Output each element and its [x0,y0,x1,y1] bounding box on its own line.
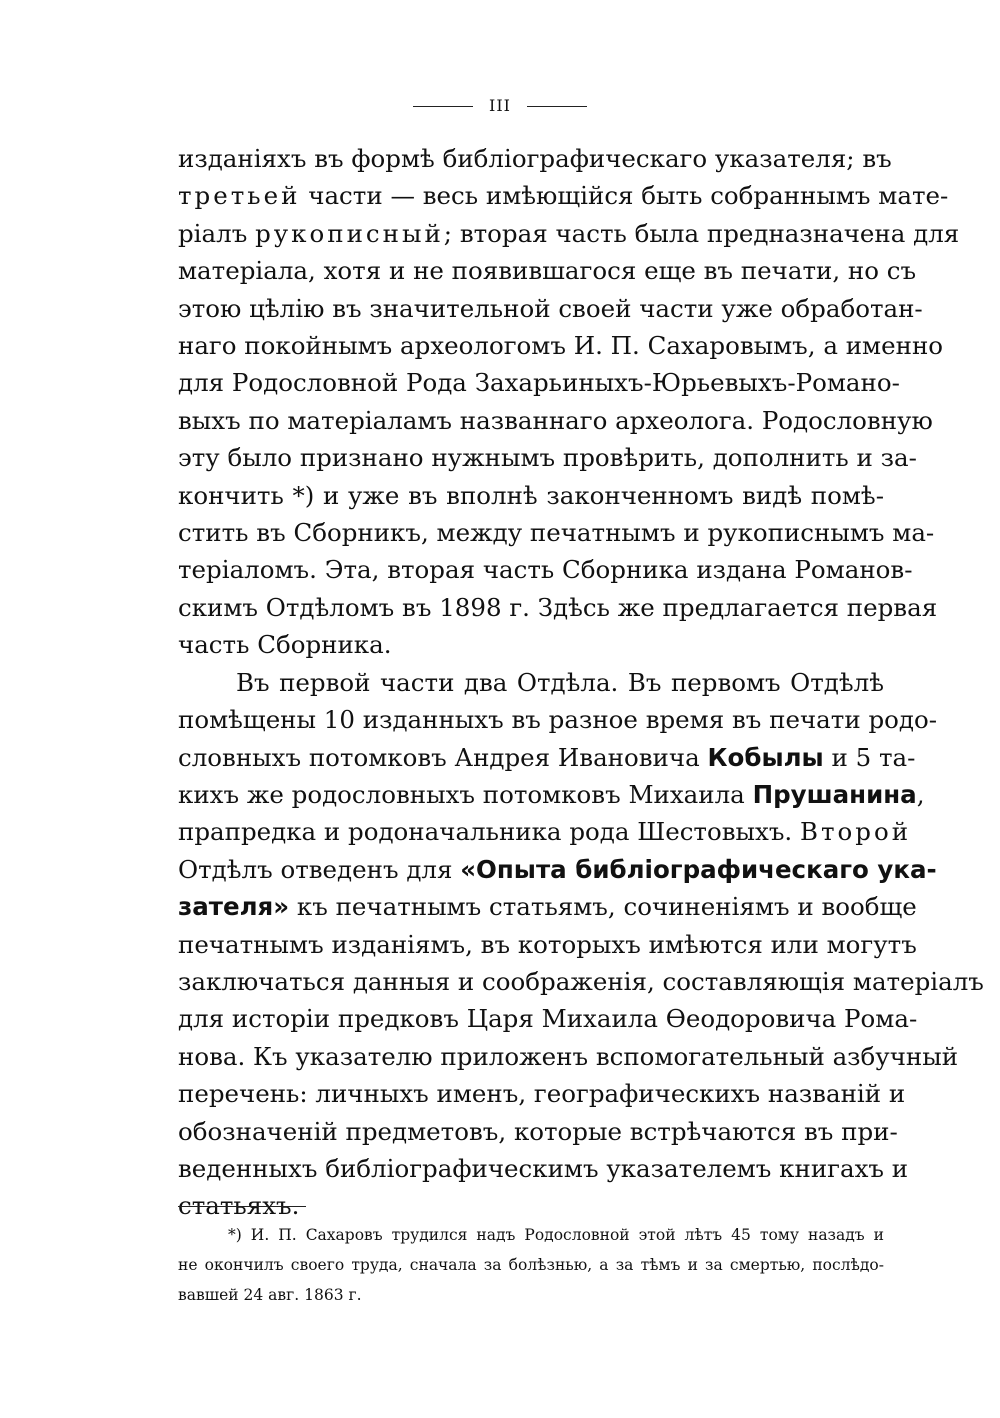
header-dash-right [527,106,587,107]
text-line: кончить *) и уже въ вполнѣ законченномъ видѣ помѣ- [178,480,884,510]
spaced-word: рукописный [255,218,444,248]
text-line: нова. Къ указателю приложенъ вспомогательный азбучный [178,1041,959,1071]
text-line: этою цѣлію въ значительной своей части уже обработан- [178,293,923,323]
page-header [0,96,1000,115]
text-line: помѣщены 10 изданныхъ въ разное время въ печати родо- [178,705,937,735]
footnote-line: *) И. П. Сахаровъ трудился надъ Родословной этой лѣтъ 45 тому назадъ и [228,1226,884,1244]
page-number: III [489,96,511,115]
text-line [178,888,917,925]
footnote-rule [178,1206,306,1207]
text-line: Въ первой части два Отдѣла. Въ первомъ Отдѣлѣ [236,667,884,697]
text-line: изданіяхъ въ формѣ библіографическаго указателя; въ [178,144,892,173]
text-line: матеріала, хотя и не появившагося еще въ печати, но съ [178,256,917,286]
text-line: стить въ Сборникъ, между печатнымъ и рукописнымъ ма- [178,518,935,548]
text-run: кихъ же родословныхъ потомковъ Михаила [178,779,753,809]
text-run: и 5 та- [823,742,916,772]
text-line: для Родословной Рода Захарьиныхъ-Юрьевыхъ-Романо- [178,368,900,398]
text-run: словныхъ потомковъ Андрея Ивановича [178,742,708,772]
header-dash-left [413,106,473,107]
text-line: выхъ по матеріаламъ названнаго археолога. Родословную [178,405,933,435]
footnote [178,1220,884,1310]
text-line [178,739,916,776]
text-run: Отдѣлъ отведенъ для [178,854,461,884]
text-line: заключаться данныя и соображенія, составляющія матеріалъ [178,966,984,996]
text-line: статьяхъ. [178,1191,300,1221]
text-line [178,851,937,888]
text-line: ріалъ рукописный; вторая часть была предназначена для [178,218,960,248]
text-line: теріаломъ. Эта, вторая часть Сборника издана Романов- [178,555,913,585]
text-run: прапредка и родоначальника рода Шестовыхъ. [178,817,800,847]
bold-title: «Опыта библіографическаго ука- [460,854,937,884]
text-line: веденныхъ библіографическимъ указателемъ книгахъ и [178,1153,909,1183]
body-text [178,140,984,1225]
bold-title: зателя» [178,892,290,922]
text-line: печатнымъ изданіямъ, въ которыхъ имѣются или могутъ [178,929,917,959]
text-line: перечень: личныхъ именъ, географическихъ названій и [178,1079,906,1109]
footnote-line: не окончилъ своего труда, сначала за болѣзнью, а за тѣмъ и за смертью, послѣдо- [178,1256,884,1274]
text-line: часть Сборника. [178,630,392,660]
text-line: наго покойнымъ археологомъ И. П. Сахаровымъ, а именно [178,331,944,361]
text-run: къ печатнымъ статьямъ, сочиненіямъ и вообще [289,892,917,922]
text-line: скимъ Отдѣломъ въ 1898 г. Здѣсь же предлагается первая [178,592,938,622]
text-line: третьей части — весь имѣющійся быть собраннымъ мате- [178,181,949,211]
bold-name-prushanina: Прушанина [752,779,917,809]
spaced-word: Второй [800,817,912,847]
text-line: эту было признано нужнымъ провѣрить, дополнить и за- [178,443,917,473]
text-line [178,776,925,813]
text-line: обозначеній предметовъ, которые встрѣчаются въ при- [178,1116,898,1146]
bold-name-kobyly: Кобылы [707,742,824,772]
spaced-word: третьей [178,181,301,211]
text-run: , [916,779,925,809]
footnote-line: вавшей 24 авг. 1863 г. [178,1286,362,1304]
text-line: для исторіи предковъ Царя Михаила Ѳеодоровича Рома- [178,1004,918,1034]
text-line [178,813,912,850]
